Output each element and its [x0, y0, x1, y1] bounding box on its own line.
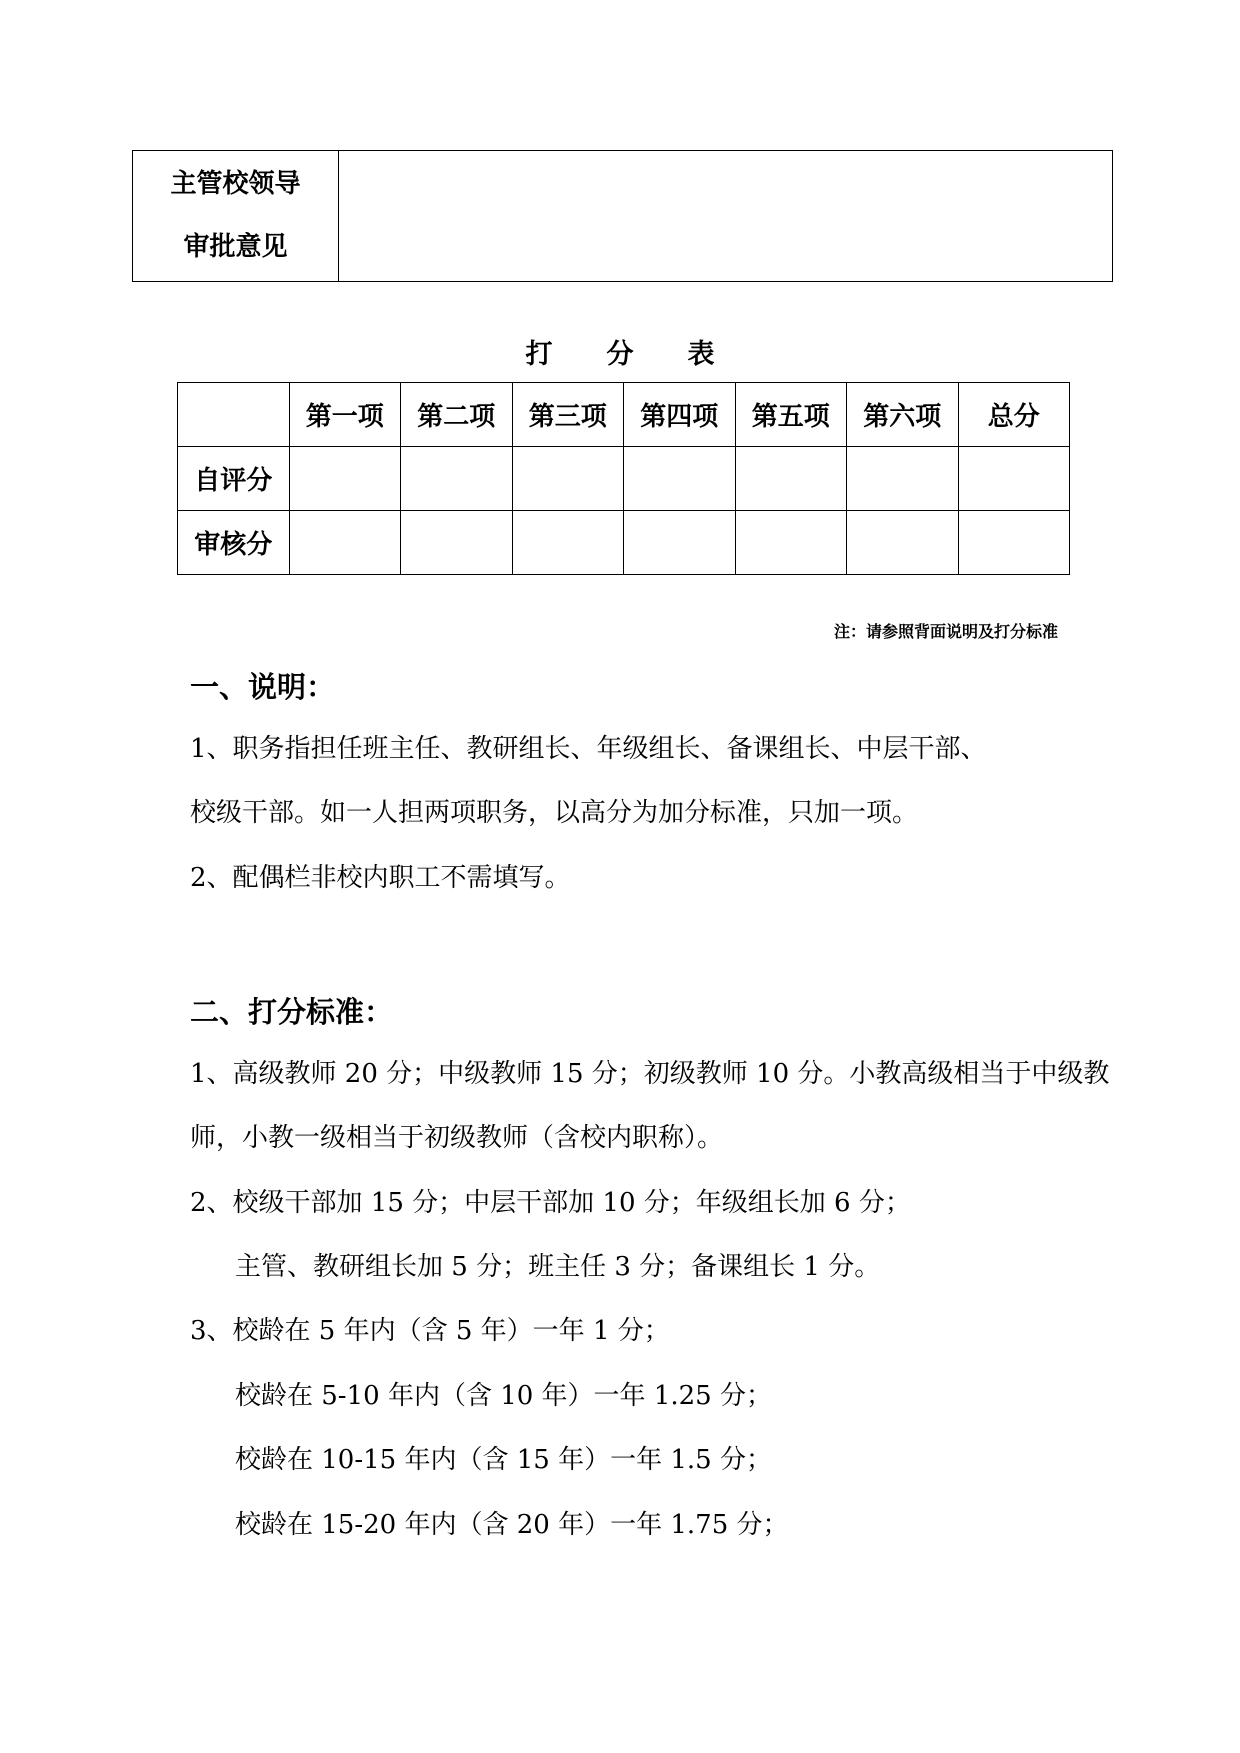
score-cell[interactable] — [401, 511, 513, 575]
score-title-char-3: 表 — [687, 339, 715, 370]
score-table — [177, 382, 1070, 575]
header-cell-item-5: 第五项 — [735, 383, 847, 447]
table-row — [178, 447, 1070, 511]
section-2-line-8: 校龄在 15-20 年内（含 20 年）一年 1.75 分； — [235, 1510, 789, 1540]
row-label-self-score: 自评分 — [178, 447, 290, 511]
header-cell-corner — [178, 383, 290, 447]
section-2-heading: 二、打分标准： — [190, 995, 394, 1029]
header-cell-item-6: 第六项 — [847, 383, 959, 447]
section-1-heading: 一、说明： — [190, 670, 336, 704]
score-cell[interactable] — [289, 511, 401, 575]
score-cell[interactable] — [512, 447, 624, 511]
section-2-line-2: 师，小教一级相当于初级教师（含校内职称）。 — [190, 1123, 724, 1153]
section-1-line-1: 1、职务指担任班主任、教研组长、年级组长、备课组长、中层干部、 — [190, 734, 987, 764]
header-cell-item-2: 第二项 — [401, 383, 513, 447]
header-cell-item-1: 第一项 — [289, 383, 401, 447]
score-cell[interactable] — [958, 447, 1070, 511]
score-cell[interactable] — [289, 447, 401, 511]
score-cell[interactable] — [401, 447, 513, 511]
table-row — [178, 511, 1070, 575]
section-2-line-6: 校龄在 5-10 年内（含 10 年）一年 1.25 分； — [235, 1381, 772, 1411]
score-title-char-2: 分 — [606, 339, 634, 370]
score-cell[interactable] — [624, 447, 736, 511]
approval-table — [132, 150, 1113, 282]
approval-label-cell — [133, 151, 339, 282]
section-1-line-2: 校级干部。如一人担两项职务，以高分为加分标准，只加一项。 — [190, 798, 919, 828]
score-cell[interactable] — [958, 511, 1070, 575]
header-cell-item-3: 第三项 — [512, 383, 624, 447]
score-title-char-1: 打 — [525, 339, 553, 370]
score-cell[interactable] — [512, 511, 624, 575]
row-label-review-score: 审核分 — [178, 511, 290, 575]
score-table-header-row — [178, 383, 1070, 447]
header-cell-item-4: 第四项 — [624, 383, 736, 447]
section-2-line-4: 主管、教研组长加 5 分；班主任 3 分；备课组长 1 分。 — [235, 1252, 881, 1282]
approval-content-cell — [339, 151, 1113, 282]
section-2-line-5: 3、校龄在 5 年内（含 5 年）一年 1 分； — [190, 1316, 670, 1346]
score-cell[interactable] — [735, 447, 847, 511]
section-2-line-7: 校龄在 10-15 年内（含 15 年）一年 1.5 分； — [235, 1445, 772, 1475]
score-cell[interactable] — [847, 447, 959, 511]
approval-label-line-1: 主管校领导 — [170, 169, 301, 199]
score-cell[interactable] — [624, 511, 736, 575]
section-2-line-3: 2、校级干部加 15 分；中层干部加 10 分；年级组长加 6 分； — [190, 1188, 911, 1218]
score-table-title — [0, 332, 1240, 371]
section-1-line-3: 2、配偶栏非校内职工不需填写。 — [190, 863, 571, 893]
score-cell[interactable] — [847, 511, 959, 575]
score-cell[interactable] — [735, 511, 847, 575]
note-text: 注：请参照背面说明及打分标准 — [833, 622, 1058, 641]
section-2-line-1: 1、高级教师 20 分；中级教师 15 分；初级教师 10 分。小教高级相当于中级教 — [190, 1059, 1110, 1089]
header-cell-total: 总分 — [958, 383, 1070, 447]
approval-label-line-2: 审批意见 — [183, 232, 288, 262]
